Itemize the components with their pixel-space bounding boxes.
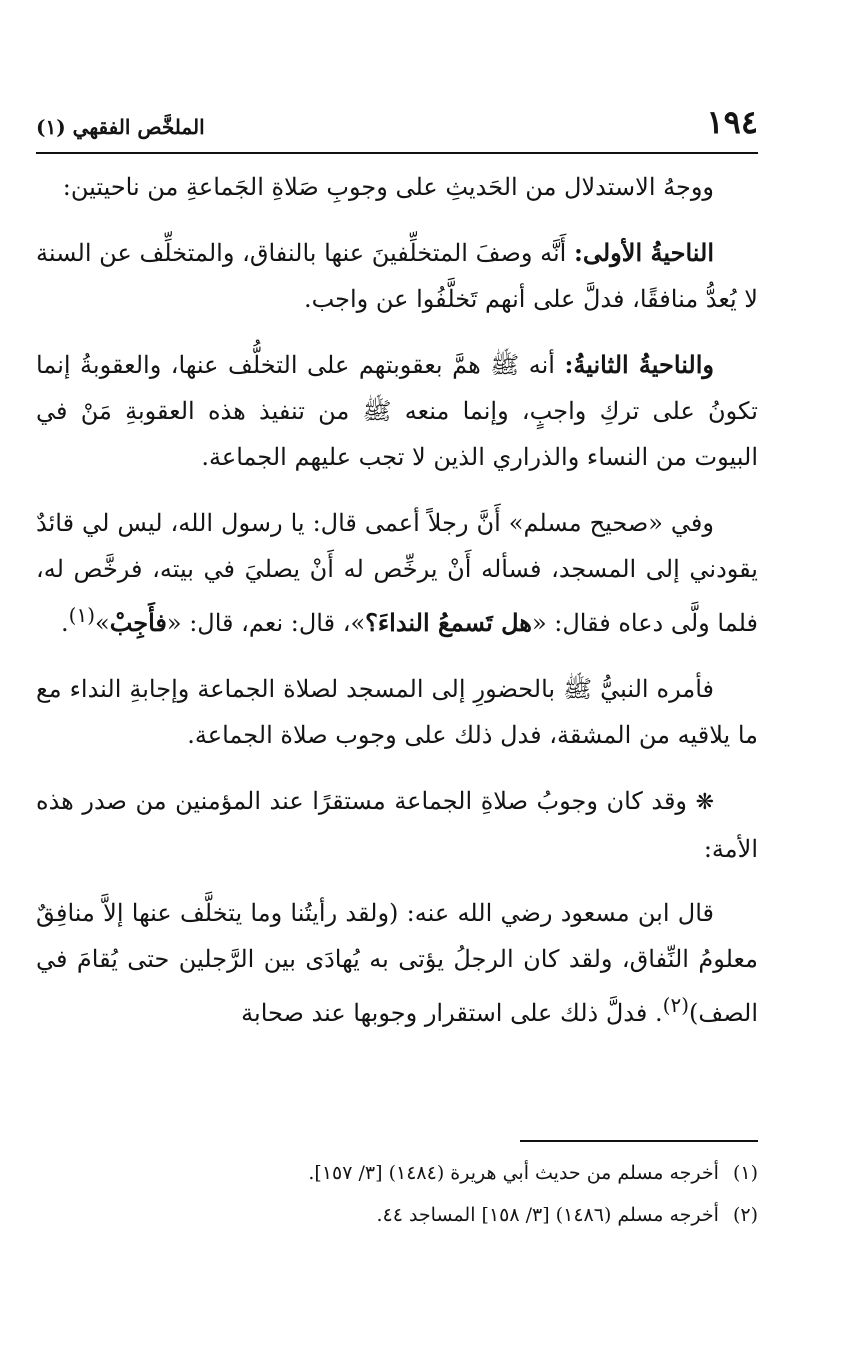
- paragraph-text: . فدلَّ ذلك على استقرار وجوبها عند صحابة: [241, 999, 663, 1027]
- footnote-item: [36, 1194, 758, 1236]
- paragraph-ibn-masud: [36, 890, 758, 1036]
- paragraph-text: ووجهُ الاستدلال من الحَديثِ على وجوبِ صَلاةِ الجَماعةِ من ناحيتين:: [62, 173, 714, 201]
- paragraph-text: قال ابن مسعود رضي الله عنه: (ولقد رأيتُنا وما يتخلَّف عنها إلاَّ منافِقٌ معلومُ النِّفاق، ولقد كان الرجلُ يؤتى به يُهادَى بين الرَّجلين حتى يُقامَ في الصف): [36, 899, 758, 1027]
- footnote-number: (٢): [732, 1204, 758, 1226]
- footnote-reference[interactable]: (١): [68, 603, 96, 627]
- paragraph-section-mark: [36, 778, 758, 872]
- paragraph-text: وفي «صحيح مسلم» أَنَّ رجلاً أعمى قال: يا رسول الله، ليس لي قائدٌ يقودني إلى المسجد، فسأله أَنْ يرخِّص له أَنْ يصليَ في بيته، فرخَّص له، فلما ولَّى دعاه فقال: «: [36, 509, 758, 637]
- footnotes: [36, 1152, 758, 1236]
- paragraph-lead: الناحيةُ الأولى:: [573, 238, 714, 267]
- page-number: ١٩٤: [706, 103, 758, 141]
- hadith-quote-emphasis: هل تَسمعُ النداءَ؟: [365, 608, 532, 637]
- paragraph-text: »، قال: نعم، قال: «: [166, 609, 366, 637]
- paragraph-commentary: [36, 666, 758, 758]
- paragraph-text: وقد كان وجوبُ صلاةِ الجماعة مستقرًا عند المؤمنين من صدر هذه الأمة:: [36, 787, 758, 863]
- paragraph-lead: والناحيةُ الثانيةُ:: [564, 350, 714, 379]
- asterism-icon: ❋: [695, 790, 714, 815]
- main-text: [36, 164, 758, 1056]
- paragraph-text: »: [95, 609, 110, 637]
- footnote-reference[interactable]: (٢): [662, 993, 689, 1017]
- paragraph-end: .: [61, 609, 69, 637]
- paragraph-text: أنه ﷺ همَّ بعقوبتهم على التخلُّف عنها، والعقوبةُ إنما تكونُ على تركِ واجبٍ، وإنما منعه ﷺ من تنفيذ هذه العقوبةِ مَنْ في البيوت من النساء والذراري الذين لا تجب عليهم الجماعة.: [36, 351, 758, 471]
- hadith-quote-emphasis: فأَجِبْ: [109, 608, 167, 637]
- footnote-number: (١): [732, 1162, 758, 1184]
- footnote-divider: [520, 1140, 758, 1142]
- paragraph-text: أَنَّه وصفَ المتخلِّفينَ عنها بالنفاق، والمتخلِّف عن السنة لا يُعدُّ منافقًا، فدلَّ على أنهم تَخلَّفُوا عن واجب.: [36, 239, 758, 313]
- paragraph-intro: [36, 164, 758, 210]
- paragraph-second-aspect: [36, 342, 758, 480]
- paragraph-text: فأمره النبيُّ ﷺ بالحضورِ إلى المسجد لصلاة الجماعة وإجابةِ النداء مع ما يلاقيه من المشقة، فدل ذلك على وجوب صلاة الجماعة.: [36, 675, 758, 749]
- running-title: الملخَّص الفقهي (١): [36, 115, 205, 139]
- header-divider: [36, 152, 758, 154]
- paragraph-hadith-blind-man: [36, 500, 758, 646]
- footnote-text: أخرجه مسلم من حديث أبي هريرة (١٤٨٤) [٣/ ١٥٧].: [308, 1162, 719, 1184]
- footnote-text: أخرجه مسلم (١٤٨٦) [٣/ ١٥٨] المساجد ٤٤.: [376, 1204, 719, 1226]
- footnote-item: [36, 1152, 758, 1194]
- paragraph-first-aspect: [36, 230, 758, 322]
- page-header: [36, 100, 758, 152]
